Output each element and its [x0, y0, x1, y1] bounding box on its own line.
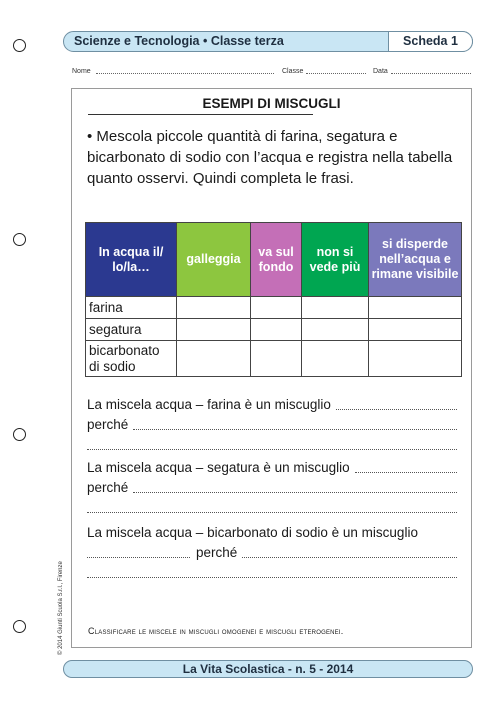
observation-table — [85, 222, 462, 377]
sentence-lead: La miscela acqua – farina è un miscuglio — [87, 397, 331, 412]
table-row — [86, 341, 462, 377]
answer-cell[interactable] — [369, 341, 462, 377]
binder-hole — [13, 620, 26, 633]
date-label: Data — [373, 68, 388, 75]
header-bar — [63, 31, 473, 52]
answer-blank[interactable] — [87, 577, 457, 578]
sentence-lead: La miscela acqua – bicarbonato di sodio è un miscuglio — [87, 525, 418, 540]
answer-cell[interactable] — [369, 297, 462, 319]
sentence-segatura — [87, 458, 457, 518]
footer-bar: La Vita Scolastica - n. 5 - 2014 — [63, 660, 473, 678]
sentence-farina — [87, 395, 457, 455]
answer-cell[interactable] — [251, 297, 302, 319]
answer-blank[interactable] — [355, 472, 457, 473]
answer-blank[interactable] — [133, 492, 457, 493]
answer-blank[interactable] — [87, 557, 190, 558]
answer-cell[interactable] — [302, 341, 369, 377]
answer-blank[interactable] — [242, 557, 457, 558]
row-label: segatura — [86, 319, 177, 341]
answer-cell[interactable] — [177, 319, 251, 341]
answer-blank[interactable] — [87, 512, 457, 513]
class-field[interactable] — [306, 68, 366, 74]
answer-cell[interactable] — [302, 319, 369, 341]
binder-hole — [13, 39, 26, 52]
page-title: ESEMPI DI MISCUGLI — [202, 96, 341, 111]
sentence-bicarbonato — [87, 523, 457, 583]
row-label: bicarbonato di sodio — [86, 341, 177, 377]
perche-label: perché — [87, 480, 129, 495]
table-header-cell: si disperde nell’acqua e rimane visibile — [369, 223, 462, 297]
instruction-text: • Mescola piccole quantità di farina, segatura e bicarbonato di sodio con l’acqua e registra nella tabella quanto osservi. Quindi completa le frasi. — [87, 128, 453, 187]
answer-blank[interactable] — [336, 409, 457, 410]
table-header-cell: galleggia — [177, 223, 251, 297]
answer-cell[interactable] — [369, 319, 462, 341]
answer-cell[interactable] — [177, 297, 251, 319]
table-row — [86, 319, 462, 341]
perche-label: perché — [196, 545, 238, 560]
footer-instruction: Classificare le miscele in miscugli omogenei e miscugli eterogenei. — [88, 626, 344, 636]
answer-cell[interactable] — [177, 341, 251, 377]
table-header-cell: non si vede più — [302, 223, 369, 297]
table-header-cell: In acqua il/ lo/la… — [86, 223, 177, 297]
date-field[interactable] — [391, 68, 471, 74]
binder-hole — [13, 428, 26, 441]
subject-label: Scienze e Tecnologia • Classe terza — [74, 34, 284, 48]
table-row — [86, 297, 462, 319]
table-header-cell: va sul fondo — [251, 223, 302, 297]
binder-hole — [13, 233, 26, 246]
answer-cell[interactable] — [251, 341, 302, 377]
answer-cell[interactable] — [302, 297, 369, 319]
scheda-label: Scheda 1 — [388, 31, 473, 52]
sentence-lead: La miscela acqua – segatura è un miscuglio — [87, 460, 350, 475]
copyright-text: © 2014 Giunti Scuola S.r.l., Firenze — [58, 561, 64, 655]
name-label: Nome — [72, 68, 91, 75]
answer-blank[interactable] — [133, 429, 457, 430]
title-underline — [88, 114, 313, 115]
name-field[interactable] — [96, 68, 274, 74]
answer-blank[interactable] — [87, 449, 457, 450]
row-label: farina — [86, 297, 177, 319]
perche-label: perché — [87, 417, 129, 432]
class-label: Classe — [282, 68, 304, 75]
answer-cell[interactable] — [251, 319, 302, 341]
